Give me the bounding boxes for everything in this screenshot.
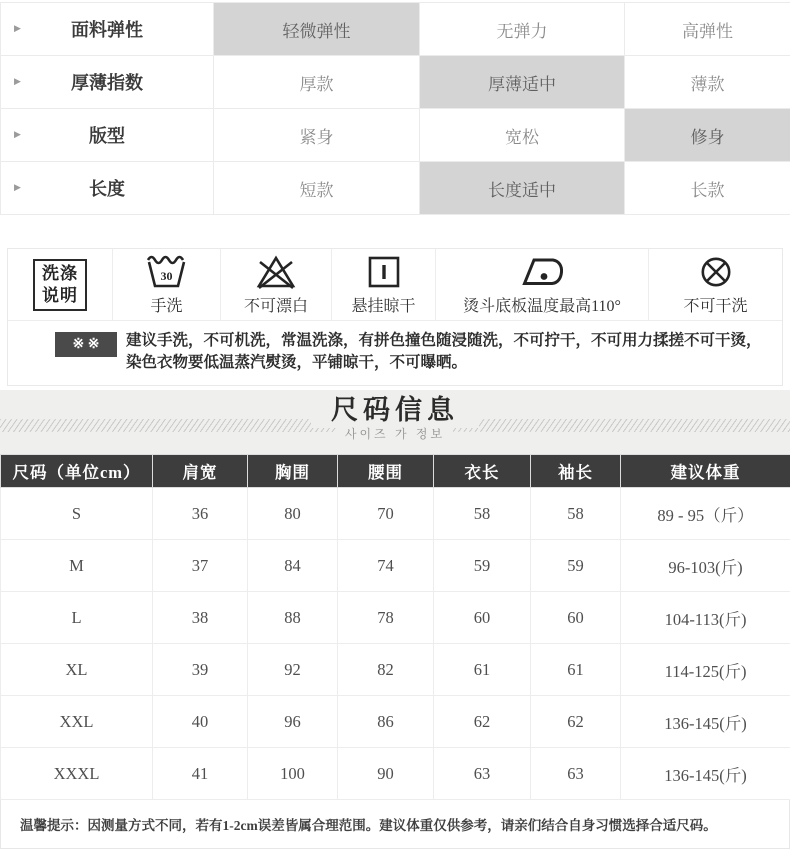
- attr-row-fit: [1, 109, 790, 162]
- size-cell: 59: [531, 540, 621, 592]
- size-cell: 40: [153, 696, 248, 748]
- size-cell: S: [1, 488, 153, 540]
- size-row-m: [1, 540, 790, 592]
- caret-right-icon: ▶: [14, 24, 21, 34]
- no-dry-clean-icon: [693, 253, 739, 291]
- size-cell: 60: [434, 592, 531, 644]
- size-col-header: 肩宽: [153, 455, 248, 488]
- size-cell: 84: [248, 540, 338, 592]
- attr-option: 无弹力: [420, 3, 625, 56]
- attr-option: 长款: [625, 162, 790, 215]
- size-table-header-row: [1, 455, 790, 488]
- size-cell: 136-145(斤): [621, 748, 790, 800]
- attr-row-length: [1, 162, 790, 215]
- size-cell: 58: [434, 488, 531, 540]
- size-cell: 39: [153, 644, 248, 696]
- care-item-label: 烫斗底板温度最高110°: [463, 293, 621, 316]
- size-cell: L: [1, 592, 153, 644]
- product-detail-sheet: [0, 2, 790, 849]
- size-cell: 59: [434, 540, 531, 592]
- attr-row-thickness: [1, 56, 790, 109]
- size-row-xxxl: [1, 748, 790, 800]
- size-col-header: 衣长: [434, 455, 531, 488]
- size-cell: 61: [531, 644, 621, 696]
- size-row-s: [1, 488, 790, 540]
- size-cell: 60: [531, 592, 621, 644]
- attr-option: 厚款: [214, 56, 420, 109]
- attr-option: 短款: [214, 162, 420, 215]
- size-cell: 62: [434, 696, 531, 748]
- reference-marks-badge: ※ ※: [55, 332, 117, 357]
- care-item-label: 不可干洗: [683, 293, 747, 316]
- fabric-attributes-table: [0, 2, 790, 215]
- size-col-header: 胸围: [248, 455, 338, 488]
- care-item-label: 手洗: [150, 293, 182, 316]
- size-info-subtitle: 사이즈 가 정보: [337, 425, 453, 442]
- size-row-xxl: [1, 696, 790, 748]
- size-row-xl: [1, 644, 790, 696]
- attr-option-selected: 修身: [625, 109, 790, 162]
- size-col-header: 腰围: [338, 455, 434, 488]
- attr-option: 薄款: [625, 56, 790, 109]
- caret-right-icon: ▶: [14, 77, 21, 87]
- size-cell: 136-145(斤): [621, 696, 790, 748]
- attr-label: 长度: [89, 179, 125, 199]
- size-cell: 78: [338, 592, 434, 644]
- size-cell: XL: [1, 644, 153, 696]
- care-icons-row: [8, 249, 782, 321]
- care-item-label: 悬挂晾干: [351, 293, 415, 316]
- size-cell: 37: [153, 540, 248, 592]
- size-cell: 58: [531, 488, 621, 540]
- size-cell: 80: [248, 488, 338, 540]
- attr-option-selected: 长度适中: [420, 162, 625, 215]
- size-cell: 61: [434, 644, 531, 696]
- size-info-header: [0, 390, 790, 454]
- size-col-header: 袖长: [531, 455, 621, 488]
- size-col-header: 建议体重: [621, 455, 790, 488]
- size-cell: 82: [338, 644, 434, 696]
- size-cell: 63: [531, 748, 621, 800]
- svg-text:30: 30: [161, 269, 173, 283]
- size-info-title: 尺码信息: [311, 393, 479, 428]
- care-item-label: 不可漂白: [244, 293, 308, 316]
- care-note: [8, 321, 782, 385]
- size-cell: 88: [248, 592, 338, 644]
- size-cell: 63: [434, 748, 531, 800]
- caret-right-icon: ▶: [14, 183, 21, 193]
- attr-option-selected: 厚薄适中: [420, 56, 625, 109]
- attr-option: 高弹性: [625, 3, 790, 56]
- attr-label: 面料弹性: [71, 20, 143, 40]
- care-section-label: 洗涤 说明: [33, 259, 87, 311]
- attr-option: 宽松: [420, 109, 625, 162]
- attr-option-selected: 轻微弹性: [214, 3, 420, 56]
- hang-dry-icon: [361, 253, 407, 291]
- size-col-header: 尺码（单位cm）: [1, 455, 153, 488]
- size-cell: M: [1, 540, 153, 592]
- care-note-text: 建议手洗，不可机洗，常温洗涤，有拼色撞色随浸随洗，不可拧干，不可用力揉搓不可干烫，染色衣物要低温蒸汽熨烫，平铺晾干，不可曝晒。: [126, 332, 762, 371]
- size-cell: 104-113(斤): [621, 592, 790, 644]
- no-bleach-icon: [253, 253, 299, 291]
- size-cell: XXL: [1, 696, 153, 748]
- size-cell: 38: [153, 592, 248, 644]
- size-row-l: [1, 592, 790, 644]
- size-cell: 89 - 95（斤）: [621, 488, 790, 540]
- size-cell: 92: [248, 644, 338, 696]
- caret-right-icon: ▶: [14, 130, 21, 140]
- attr-row-elasticity: [1, 3, 790, 56]
- size-cell: 90: [338, 748, 434, 800]
- attr-label: 厚薄指数: [71, 73, 143, 93]
- attr-option: 紧身: [214, 109, 420, 162]
- size-cell: 70: [338, 488, 434, 540]
- hand-wash-icon: [144, 253, 189, 291]
- size-cell: 41: [153, 748, 248, 800]
- size-cell: 114-125(斤): [621, 644, 790, 696]
- size-cell: 96: [248, 696, 338, 748]
- size-tip-note: 温馨提示：因测量方式不同，若有1-2cm误差皆属合理范围。建议体重仅供参考，请亲们结合自身习惯选择合适尺码。: [0, 800, 790, 849]
- size-chart-table: [0, 454, 790, 800]
- size-cell: 100: [248, 748, 338, 800]
- attr-label: 版型: [89, 126, 125, 146]
- size-cell: 36: [153, 488, 248, 540]
- iron-max-110-icon: [518, 253, 566, 291]
- size-cell: 96-103(斤): [621, 540, 790, 592]
- size-cell: XXXL: [1, 748, 153, 800]
- size-cell: 86: [338, 696, 434, 748]
- care-instructions-box: [7, 248, 783, 386]
- size-cell: 74: [338, 540, 434, 592]
- size-info-section: [0, 390, 790, 849]
- size-cell: 62: [531, 696, 621, 748]
